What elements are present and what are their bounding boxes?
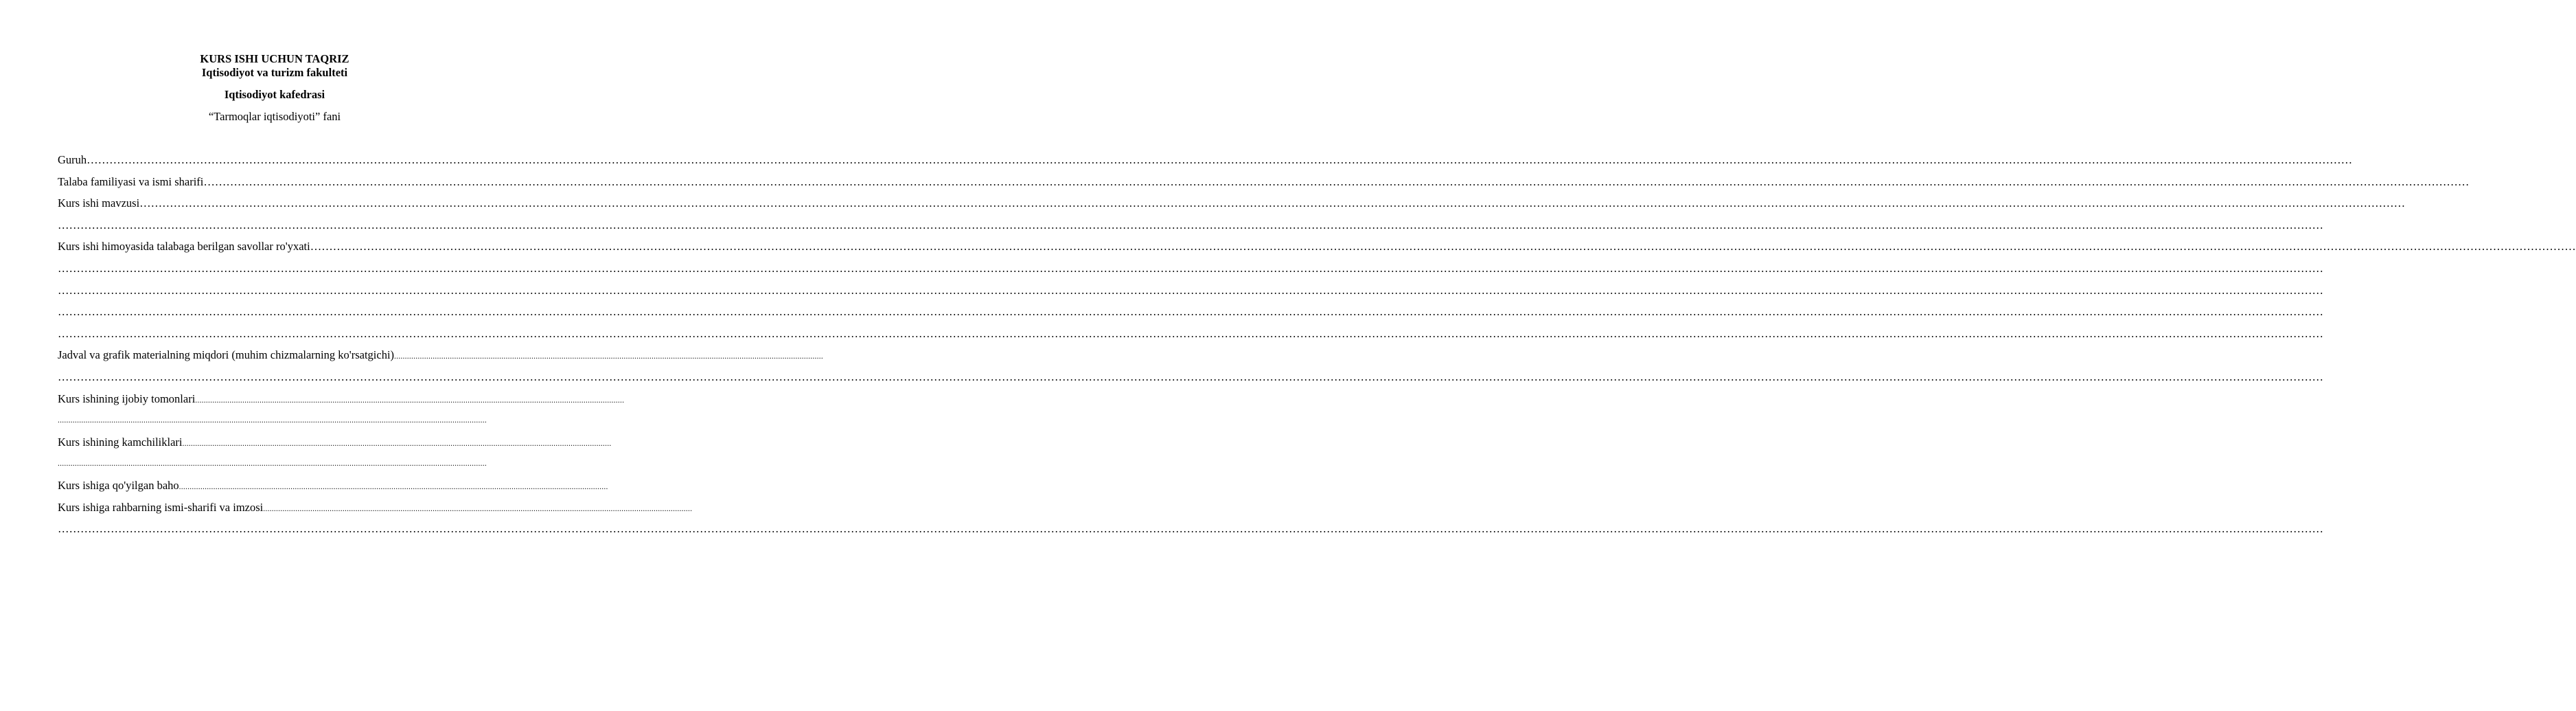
form-field-label: Kurs ishiga rahbarning ismi-sharifi va imzosi [58, 500, 264, 514]
form-blank-line [58, 304, 2323, 326]
form-blank-line [58, 370, 2323, 392]
dotted-fill-line: …………………………………………………………………………………………………………………………………………………………………………………………………………………………………………………………………………………………………………………………………………………………………………………………………………………………………………………………………………………………………………………………………………………… [58, 305, 2323, 319]
dotted-fill-line: …………………………………………………………………………………………………………………………………………………………………………………………………………………………………………………………………………………………………………………………………………………………………………………………………………………………………………………………………………………………………………………………………………………… [203, 174, 2470, 188]
form-field-label: Kurs ishining kamchiliklari [58, 435, 183, 449]
form-blank-line [58, 456, 527, 478]
form-blank-line [58, 326, 2323, 348]
review-form [58, 153, 2576, 543]
form-field-line [58, 348, 824, 370]
form-blank-line [58, 218, 2323, 240]
dotted-fill-line: ........................................................................................................................................................................................................ [182, 439, 612, 448]
dotted-fill-line: ........................................................................................................................................................................................................ [58, 416, 487, 425]
dotted-fill-line: ........................................................................................................................................................................................................ [58, 460, 487, 469]
dotted-fill-line: …………………………………………………………………………………………………………………………………………………………………………………………………………………………………………………………………………………………………………………………………………………………………………………………………………………………………………………………………………………………………………………………………………………… [87, 153, 2353, 166]
form-field-line [58, 239, 2576, 261]
form-field-line [58, 478, 608, 500]
dotted-fill-line: …………………………………………………………………………………………………………………………………………………………………………………………………………………………………………………………………………………………………………………………………………………………………………………………………………………………………………………………………………………………………………………………………………………… [139, 196, 2406, 210]
form-field-label: Jadval va grafik materialning miqdori (muhim chizmalarning ko'rsatgichi) [58, 348, 395, 362]
dotted-fill-line: …………………………………………………………………………………………………………………………………………………………………………………………………………………………………………………………………………………………………………………………………………………………………………………………………………………………………………………………………………………………………………………………………………………… [310, 240, 2576, 253]
dotted-fill-line: …………………………………………………………………………………………………………………………………………………………………………………………………………………………………………………………………………………………………………………………………………………………………………………………………………………………………………………………………………………………………………………………………………………… [58, 522, 2323, 536]
form-field-label: Guruh [58, 153, 87, 166]
department-name: Iqtisodiyot kafedrasi [224, 88, 325, 101]
dotted-fill-line: …………………………………………………………………………………………………………………………………………………………………………………………………………………………………………………………………………………………………………………………………………………………………………………………………………………………………………………………………………………………………………………………………………………… [58, 326, 2323, 340]
form-field-line [58, 435, 612, 457]
form-blank-line [58, 283, 2323, 305]
subject-name: “Tarmoqlar iqtisodiyoti” fani [208, 110, 341, 123]
form-field-line [58, 392, 625, 414]
form-field-label: Kurs ishi himoyasida talabaga berilgan savollar ro'yxati [58, 240, 310, 253]
form-field-label: Kurs ishiga qo'yilgan baho [58, 478, 179, 492]
form-blank-line [58, 521, 2323, 543]
form-field-label: Kurs ishining ijobiy tomonlari [58, 392, 196, 405]
dotted-fill-line: …………………………………………………………………………………………………………………………………………………………………………………………………………………………………………………………………………………………………………………………………………………………………………………………………………………………………………………………………………………………………………………………………………………… [58, 283, 2323, 297]
dotted-fill-line: ........................................................................................................................................................................................................ [263, 504, 693, 513]
form-blank-line [58, 413, 527, 435]
dotted-fill-line: ........................................................................................................................................................................................................ [195, 396, 625, 405]
dotted-fill-line: ........................................................................................................................................................................................................ [179, 482, 608, 491]
form-field-line [58, 174, 2470, 196]
form-field-label: Kurs ishi mavzusi [58, 196, 140, 210]
document-title: KURS ISHI UCHUN TAQRIZ [200, 52, 349, 65]
form-field-line [58, 500, 693, 522]
form-field-label: Talaba familiyasi va ismi sharifi [58, 174, 204, 188]
dotted-fill-line: …………………………………………………………………………………………………………………………………………………………………………………………………………………………………………………………………………………………………………………………………………………………………………………………………………………………………………………………………………………………………………………………………………………… [58, 261, 2323, 275]
form-field-line [58, 196, 2406, 218]
dotted-fill-line: ........................................................................................................................................................................................................ [394, 352, 824, 361]
dotted-fill-line: …………………………………………………………………………………………………………………………………………………………………………………………………………………………………………………………………………………………………………………………………………………………………………………………………………………………………………………………………………………………………………………………………………………… [58, 218, 2323, 232]
form-blank-line [58, 261, 2323, 283]
dotted-fill-line: …………………………………………………………………………………………………………………………………………………………………………………………………………………………………………………………………………………………………………………………………………………………………………………………………………………………………………………………………………………………………………………………………………………… [58, 370, 2323, 383]
form-field-line [58, 153, 2353, 174]
faculty-name: Iqtisodiyot va turizm fakulteti [201, 66, 348, 79]
